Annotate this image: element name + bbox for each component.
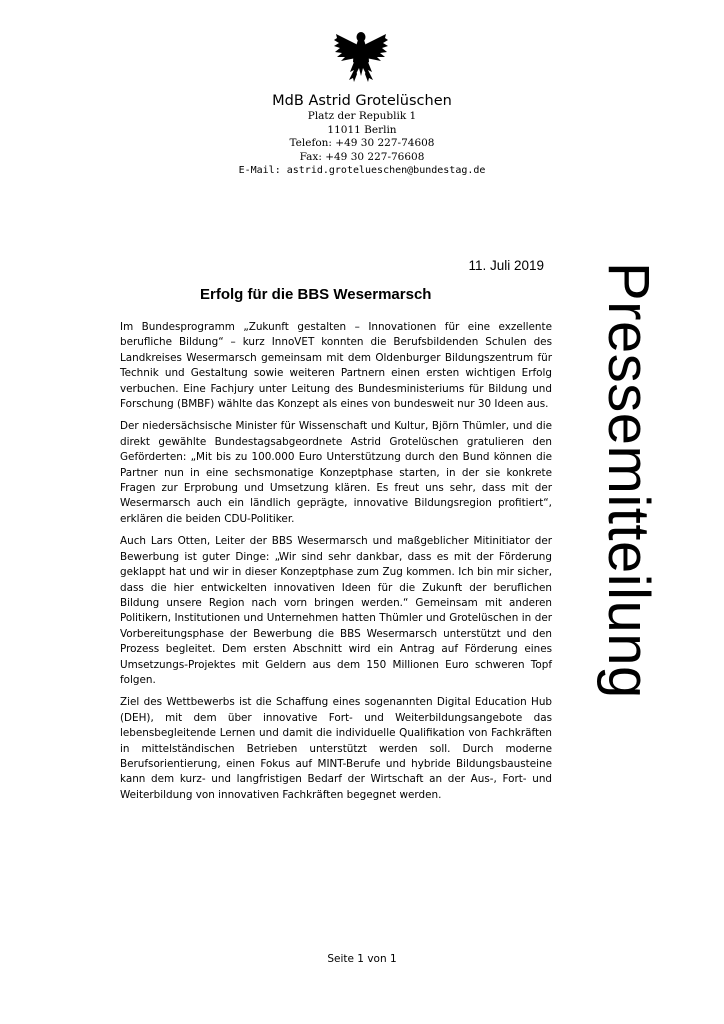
- federal-eagle-icon: [332, 24, 390, 84]
- page-footer: Seite 1 von 1: [327, 953, 397, 965]
- letterhead-fax: Fax: +49 30 227-76608: [299, 150, 425, 163]
- side-title: [588, 112, 668, 848]
- paragraph: Auch Lars Otten, Leiter der BBS Wesermarsch und maßgeblicher Mitinitiator der Bewerbung ist guter Dinge: „Wir sind sehr dankbar, dass es mit der Förderung geklappt hat und wir in dieser Konzeptphase zum Zug kommen. Ich bin mir sicher, dass die hier entwickelten innovativen Ideen für die Zukunft der beruflichen Bildung unsere Region nach vorn bringen werden.“ Gemeinsam mit anderen Politikern, Institutionen und Unternehmen hatten Thümler und Grotelüschen in der Vorbereitungsphase der Bewerbung die BBS Wesermarsch unterstützt und den Prozess begleitet. Dem ersten Abschnitt wird ein Antrag auf Förderung eines Umsetzungs-Projektes mit Geldern aus dem 150 Millionen Euro schweren Topf folgen.: [120, 535, 552, 686]
- body-text: [120, 320, 552, 810]
- paragraph: Im Bundesprogramm „Zukunft gestalten – Innovationen für eine exzellente berufliche Bildung“ – kurz InnoVET konnten die Berufsbildenden Schulen des Landkreises Wesermarsch gemeinsam mit dem Oldenburger Bildungszentrum für Technik und Gestaltung sowie weiteren Partnern einen ersten wichtigen Erfolg verbuchen. Eine Fachjury unter Leitung des Bundesministeriums für Bildung und Forschung (BMBF) wählte das Konzept als eines von bundesweit nur 30 Ideen aus.: [120, 321, 552, 411]
- letterhead-name: MdB Astrid Grotelüschen: [272, 93, 452, 109]
- letterhead-city: 11011 Berlin: [327, 123, 397, 136]
- press-date: 11. Juli 2019: [468, 258, 544, 273]
- side-title-text: Pressemitteilung: [596, 261, 661, 699]
- paragraph: Ziel des Wettbewerbs ist die Schaffung eines sogenannten Digital Education Hub (DEH), mit dem über innovative Fort- und Weiterbildungsangebote das lebensbegleitende Lernen und damit die individuelle Qualifikation von Fachkräften in mittelständischen Betrieben unterstützt werden soll. Durch moderne Berufsorientierung, einen Fokus auf MINT-Berufe und hybride Bildungsbausteine kann dem kurz- und langfristigen Bedarf der Wirtschaft an der Aus-, Fort- und Weiterbildung von innovativen Fachkräften begegnet werden.: [120, 696, 552, 801]
- letterhead-phone: Telefon: +49 30 227-74608: [289, 137, 435, 149]
- paragraph: Der niedersächsische Minister für Wissenschaft und Kultur, Björn Thümler, und die direkt gewählte Bundestagsabgeordnete Astrid Grotelüschen gratulieren den Geförderten: „Mit bis zu 100.000 Euro Unterstützung durch den Bund können die Partner nun in eine sechsmonatige Konzeptphase starten, in der sie konkrete Fragen zur Erprobung und Umsetzung klären. Es freut uns sehr, dass mit der Wesermarsch auch ein ländlich geprägte, innovative Bildungsregion profitiert“, erklären die beiden CDU-Politiker.: [120, 420, 552, 525]
- letterhead-email: E-Mail: astrid.grotelueschen@bundestag.de: [238, 165, 486, 176]
- letterhead-address: Platz der Republik 1: [307, 110, 417, 122]
- headline: Erfolg für die BBS Wesermarsch: [200, 286, 432, 303]
